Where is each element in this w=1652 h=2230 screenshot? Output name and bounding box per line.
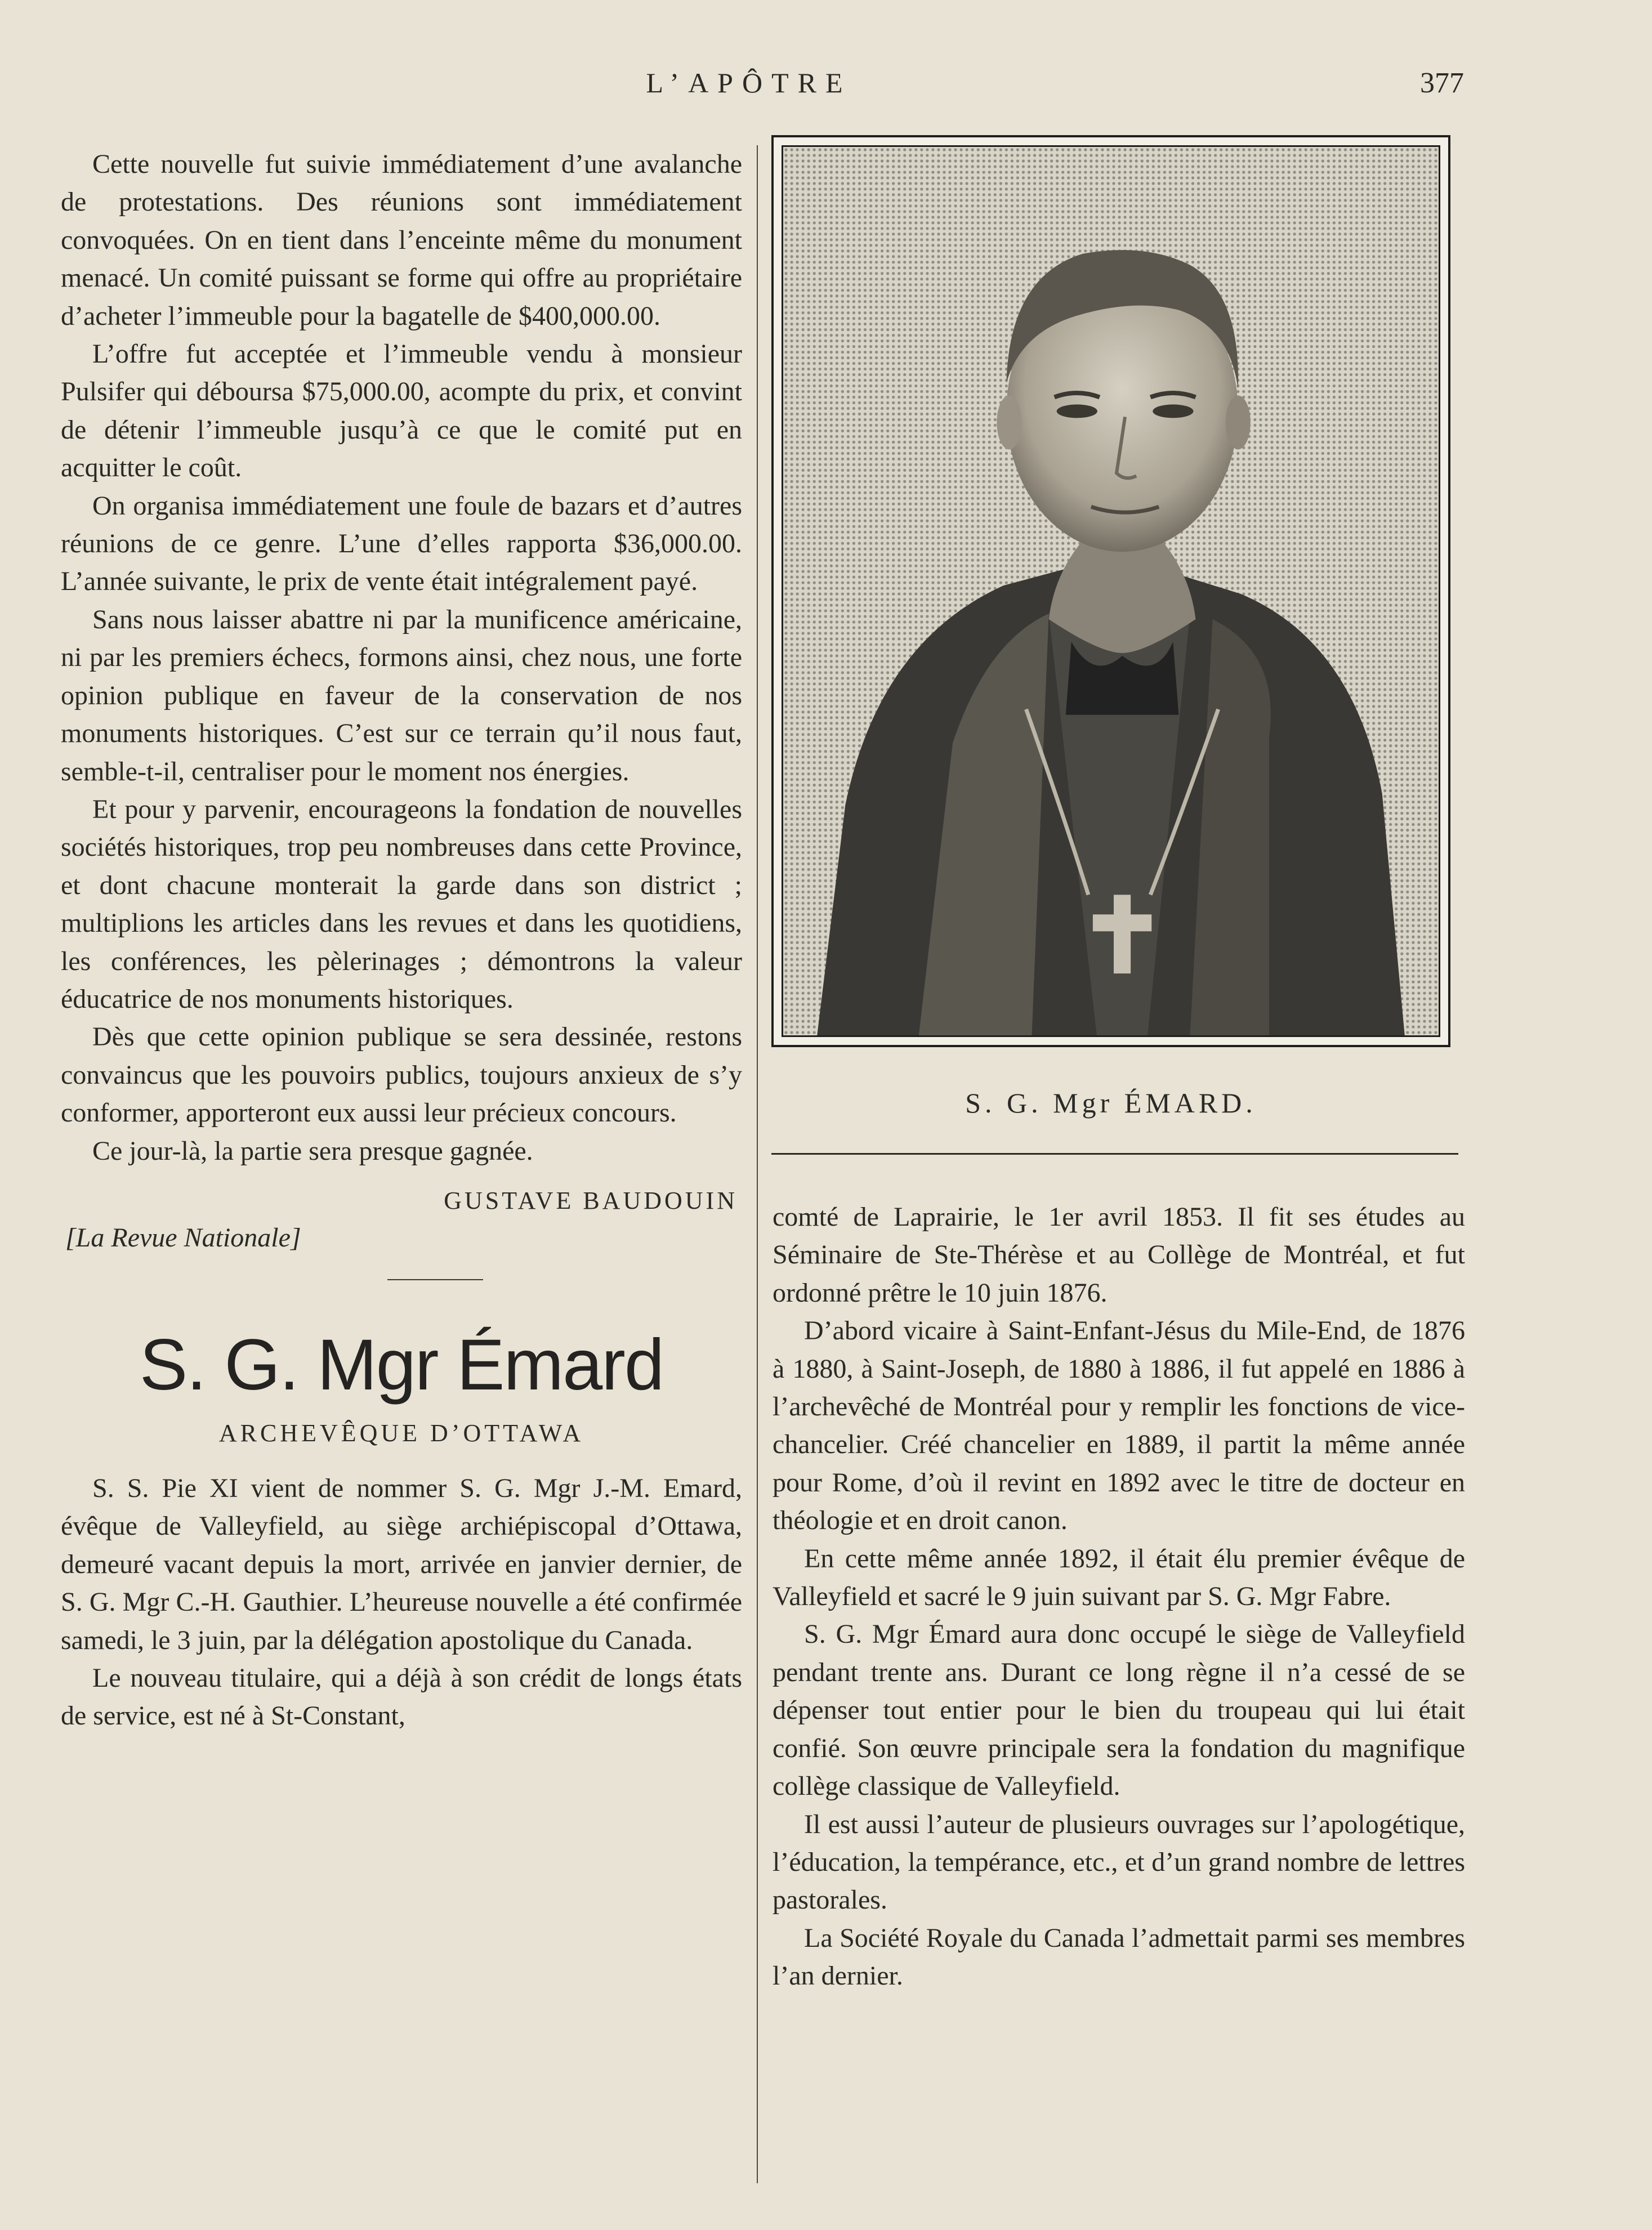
portrait-illustration — [783, 147, 1439, 1035]
paragraph: On organisa immédiatement une foule de bazars et d’autres réunions de ce genre. L’une d’elles rapporta $36,000.00. L’année suivante, le prix de vente était intégralement payé. — [61, 490, 742, 597]
section-divider — [387, 1279, 483, 1280]
paragraph: S. G. Mgr Émard aura donc occupé le siège de Valleyfield pendant trente ans. Durant ce long règne il n’a cessé de se dépenser tout entier pour le bien du troupeau qui lui était confié. Son œuvre principale sera la fondation du magnifique collège classique de Valleyfield. — [773, 1619, 1465, 1802]
paragraph: Ce jour-là, la partie sera presque gagnée. — [92, 1136, 533, 1166]
right-column — [773, 1198, 1465, 1995]
paragraph: Dès que cette opinion publique se sera dessinée, restons convaincus que les pouvoirs publics, toujours anxieux de s’y conformer, apporteront eux aussi leur précieux concours. — [61, 1022, 742, 1128]
paragraph: En cette même année 1892, il était élu premier évêque de Valleyfield et sacré le 9 juin suivant par S. G. Mgr Fabre. — [773, 1543, 1465, 1612]
paragraph: Et pour y parvenir, encourageons la fondation de nouvelles sociétés historiques, trop peu nombreuses dans cette Province, et dont chacune monterait la garde dans son district ; multiplions les articles dans les revues et dans les quotidiens, les conférences, les pèlerinages ; démontrons la valeur éducatrice de nos monuments historiques. — [61, 794, 742, 1014]
article-subtitle: ARCHEVÊQUE D’OTTAWA — [218, 1419, 584, 1447]
paragraph: Cette nouvelle fut suivie immédiatement d’une avalanche de protestations. Des réunions sont immédiatement convoquées. On en tient dans l’enceinte même du monument menacé. Un comité puissant se forme qui offre au propriétaire d’acheter l’immeuble pour la bagatelle de $400,000.00. — [61, 149, 742, 331]
paragraph: Sans nous laisser abattre ni par la munificence américaine, ni par les premiers échecs, formons ainsi, chez nous, une forte opinion publique en faveur de la conservation de nos monuments historiques. C’est sur ce terrain qu’il nous faut, semble-t-il, centraliser pour le moment nos énergies. — [61, 604, 742, 786]
portrait-frame — [771, 135, 1450, 1047]
caption-divider — [771, 1153, 1458, 1155]
paragraph: D’abord vicaire à Saint-Enfant-Jésus du Mile-End, de 1876 à 1880, à Saint-Joseph, de 1880 à 1886, il fut appelé en 1886 à l’archevêché de Montréal pour y remplir les fonctions de vice-chancelier. Créé chancelier en 1889, il partit la même année pour Rome, d’où il revint en 1892 avec le titre de docteur en théologie et en droit canon. — [773, 1316, 1465, 1536]
article-paragraph: S. S. Pie XI vient de nommer S. G. Mgr J.-M. Emard, évêque de Valleyfield, au siège archiépiscopal d’Ottawa, demeuré vacant depuis la mort, arrivée en janvier dernier, de S. G. Mgr C.-H. Gauthier. L’heureuse nouvelle a été confirmée samedi, le 3 juin, par la délégation apostolique du Canada. — [61, 1473, 742, 1655]
page-number: 377 — [1420, 67, 1464, 99]
portrait-caption: S. G. Mgr ÉMARD. — [965, 1087, 1257, 1119]
paragraph: La Société Royale du Canada l’admettait parmi ses membres l’an dernier. — [773, 1923, 1465, 1991]
left-column — [61, 145, 742, 1735]
paragraph: comté de Laprairie, le 1er avril 1853. Il fit ses études au Séminaire de Ste-Thérèse et au Collège de Montréal, et fut ordonné prêtre le 10 juin 1876. — [773, 1202, 1465, 1308]
running-head — [0, 66, 1652, 106]
running-title: L’APÔTRE — [646, 67, 852, 99]
paragraph: L’offre fut acceptée et l’immeuble vendu à monsieur Pulsifer qui déboursa $75,000.00, acompte du prix, et convint de détenir l’immeuble jusqu’à ce que le comité put en acquitter le coût. — [61, 339, 742, 483]
article-paragraph: Le nouveau titulaire, qui a déjà à son crédit de longs états de service, est né à St-Constant, — [61, 1663, 742, 1731]
author-signature: GUSTAVE BAUDOUIN — [444, 1186, 738, 1214]
source-citation: [La Revue Nationale] — [65, 1222, 301, 1253]
portrait-photo-icon — [782, 145, 1440, 1037]
column-divider — [757, 145, 758, 2183]
paragraph: Il est aussi l’auteur de plusieurs ouvrages sur l’apologétique, l’éducation, la tempérance, etc., et d’un grand nombre de lettres pastorales. — [773, 1809, 1465, 1915]
article-title: S. G. Mgr Émard — [139, 1324, 664, 1405]
